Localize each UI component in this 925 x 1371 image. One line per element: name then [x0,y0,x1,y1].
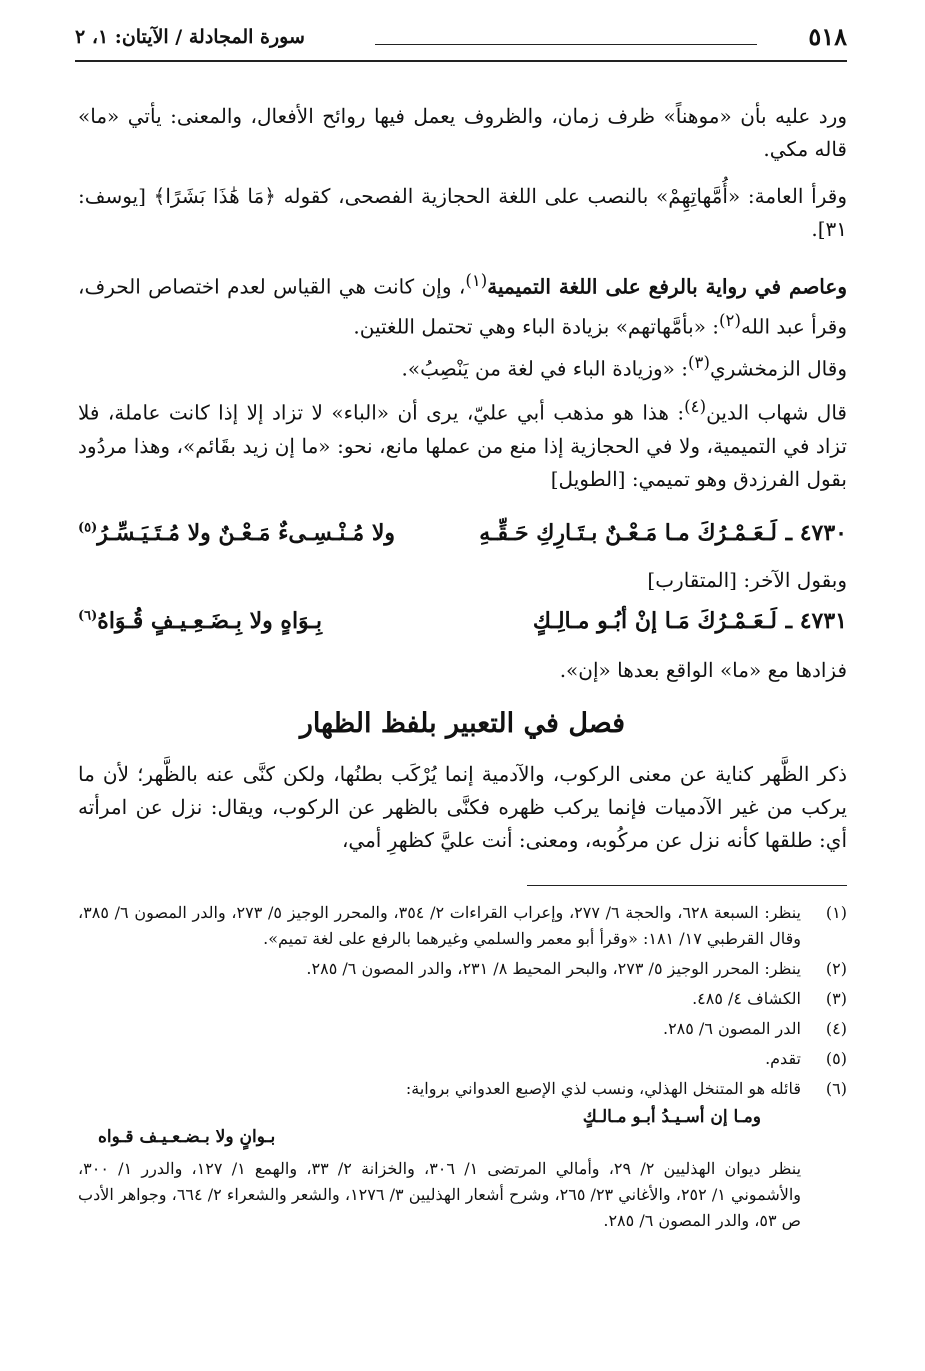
paragraph-5 [78,390,847,496]
footnote-verse-second-hemistich: بـوانٍ ولا بـضـعـيـف قـواه [98,1127,276,1147]
paragraph-1 [78,100,847,166]
running-title: سورة المجادلة / الآيتان: ١، ٢ [75,26,305,48]
footnote-text: ينظر: السبعة ٦٢٨، والحجة ٦/ ٢٧٧، وإعراب القراءات ٢/ ٣٥٤، والمحرر الوجيز ٥/ ٢٧٣، والدر المصون ٦/ ٣٨٥، وقال القرطبي ١٧/ ١٨١: «وقرأ أبو معمر والسلمي وغيرهما بالرفع على لغة تميم». [78,903,801,948]
header-divider [75,60,847,62]
paragraph-5-text [78,390,847,496]
verse-second-hemistich-text: بِـوَاهٍ ولا بِـضَـعِـيـفٍ قُـوَاهُ [97,608,322,634]
footnote-separator [527,885,847,886]
section-heading: فصل في التعبير بلفظ الظهار [299,708,626,739]
verse-second-hemistich [78,520,395,546]
paragraph-5-a: قال شهاب الدين [706,400,847,425]
paragraph-1-text: ورد عليه بأن «موهناً» ظرف زمان، والظروف يعمل فيها روائح الأفعال، والمعنى: يأتي «ما» قاله مكي. [78,104,847,161]
paragraph-6 [78,564,847,597]
footnote-number: (٢) [825,959,847,978]
footnote-ref-3: (٣) [688,353,710,372]
footnotes [78,900,847,1238]
verse-second-hemistich [78,608,322,634]
paragraph-6-text: وبقول الآخر: [المتقارب] [647,568,847,592]
paragraph-3-end: : «بأمَّهاتهم» بزيادة الباء وهي تحتمل اللغتين. [353,314,720,339]
footnote-text: قائله هو المتنخل الهذلي، ونسب لذي الإصبع العدواني برواية: [405,1079,801,1098]
footnote-ref-1: (١) [465,271,488,290]
footnote-text: الكشاف ٤/ ٤٨٥. [692,989,801,1008]
footnote-ref-4: (٤) [684,397,707,416]
paragraph-2-text: وقرأ العامة: «أُمَّهاتِهِمْ» بالنصب على اللغة الحجازية الفصحى، كقوله ﴿مَا هَٰذَا بَشَرًا﴾ [يوسف: ٣١]. [78,184,847,241]
footnote-number: (٣) [825,989,847,1008]
verse-number: ٤٧٣١ ـ [785,608,847,634]
footnote-1 [78,900,847,952]
footnote-text: الدر المصون ٦/ ٢٨٥. [662,1019,801,1038]
paragraph-7 [78,654,847,687]
footnote-2 [78,956,847,982]
verse-first-hemistich: لَـعَـمْـرُكَ مَـا إنْ أبُـو مـالِـكٍ [532,608,777,634]
footnote-text: تقدم. [765,1049,801,1068]
footnote-number: (٤) [825,1019,847,1038]
paragraph-4-text [78,346,847,386]
footnote-number: (١) [825,903,847,922]
paragraph-3-bold: وعاصم في رواية بالرفع على اللغة التميمية [487,274,847,299]
page-header [75,22,847,62]
verse-4731 [78,608,847,644]
paragraph-3-rest: ، وإن كانت هي القياس لعدم اختصاص الحرف، وقرأ عبد الله [78,274,847,339]
paragraph-8-text: ذكر الظَّهر كناية عن معنى الركوب، والآدمية إنما يُرْكَب بطنُها، ولكن كنَّى عنه بالظَّهر؛ لأن ما يركب من غير الآدميات فإنما يركب ظهره فكنَّى بالظهر عن الركوب، ويقال: نزل عن امرأته أي: طلقها كأنه نزل عن مركُوبه، ومعنى: أنت عليَّ كظهرِ أمي، [78,762,848,852]
footnote-number: (٥) [825,1049,847,1068]
footnote-ref-6: (٦) [78,608,98,624]
footnote-verse-first-hemistich: ومـا إن أسـيـدُ أبـو مـالـكٍ [582,1107,761,1127]
paragraph-4-b: : «وزيادة الباء في لغة من يَنْصِبُ». [401,356,688,381]
paragraph-4-a: وقال الزمخشري [709,356,847,381]
footnote-ref-2: (٢) [719,310,741,330]
verse-second-hemistich-text: ولا مُـنْـسِـىءٌ مَـعْـنٌ ولا مُـتَـيَـسِّـرُ [97,520,395,546]
page-number: ٥١٨ [808,22,847,51]
footnote-number: (٦) [825,1079,847,1098]
footnote-ref-5: (٥) [78,520,98,536]
paragraph-3 [78,264,847,343]
paragraph-4 [78,346,847,386]
paragraph-7-text: فزادها مع «ما» الواقع بعدها «إن». [559,658,847,682]
footnote-3 [78,986,847,1012]
verse-4730 [78,520,847,556]
footnote-5 [78,1046,847,1072]
footnote-text: ينظر: المحرر الوجيز ٥/ ٢٧٣، والبحر المحيط ٨/ ٢٣١، والدر المصون ٦/ ٢٨٥. [306,959,801,978]
footnote-sources: ينظر ديوان الهذليين ٢/ ٢٩، وأمالي المرتضى ١/ ٣٠٦، والخزانة ٢/ ٣٣، والهمع ١/ ١٢٧، والدرر ١/ ٣٠٠، والأشموني ١/ ٢٥٢، والأغاني ٢٣/ ٢٦٥، وشرح أشعار الهذليين ٣/ ١٢٧٦، والشعر والشعراء ٢/ ٦٦٤، وجواهر الأدب ص ٥٣، والدر المصون ٦/ ٢٨٥. [78,1159,802,1230]
footnote-6 [78,1076,847,1234]
paragraph-2 [78,180,847,246]
paragraph-5-b: : هذا هو مذهب أبي عليّ، يرى أن «الباء» لا تزاد إلا إذا كانت عاملة، فلا تزاد في التميمية، ولا في الحجازية إذا منع من عملها مانع، نحو: «ما إن زيد بقَائم»، وهذا مردُود بقول الفرزدق وهو تميمي: [الطويل] [78,400,847,491]
header-rule [375,44,757,45]
verse-first-hemistich: لَـعَـمْـرُكَ مـا مَـعْـنٌ بـتَـارِكِ حَـقِّـهِ [479,520,777,546]
paragraph-8 [78,758,847,857]
footnote-verse [78,1104,801,1147]
footnote-4 [78,1016,847,1042]
paragraph-3-text [78,264,847,343]
verse-number: ٤٧٣٠ ـ [785,520,847,546]
